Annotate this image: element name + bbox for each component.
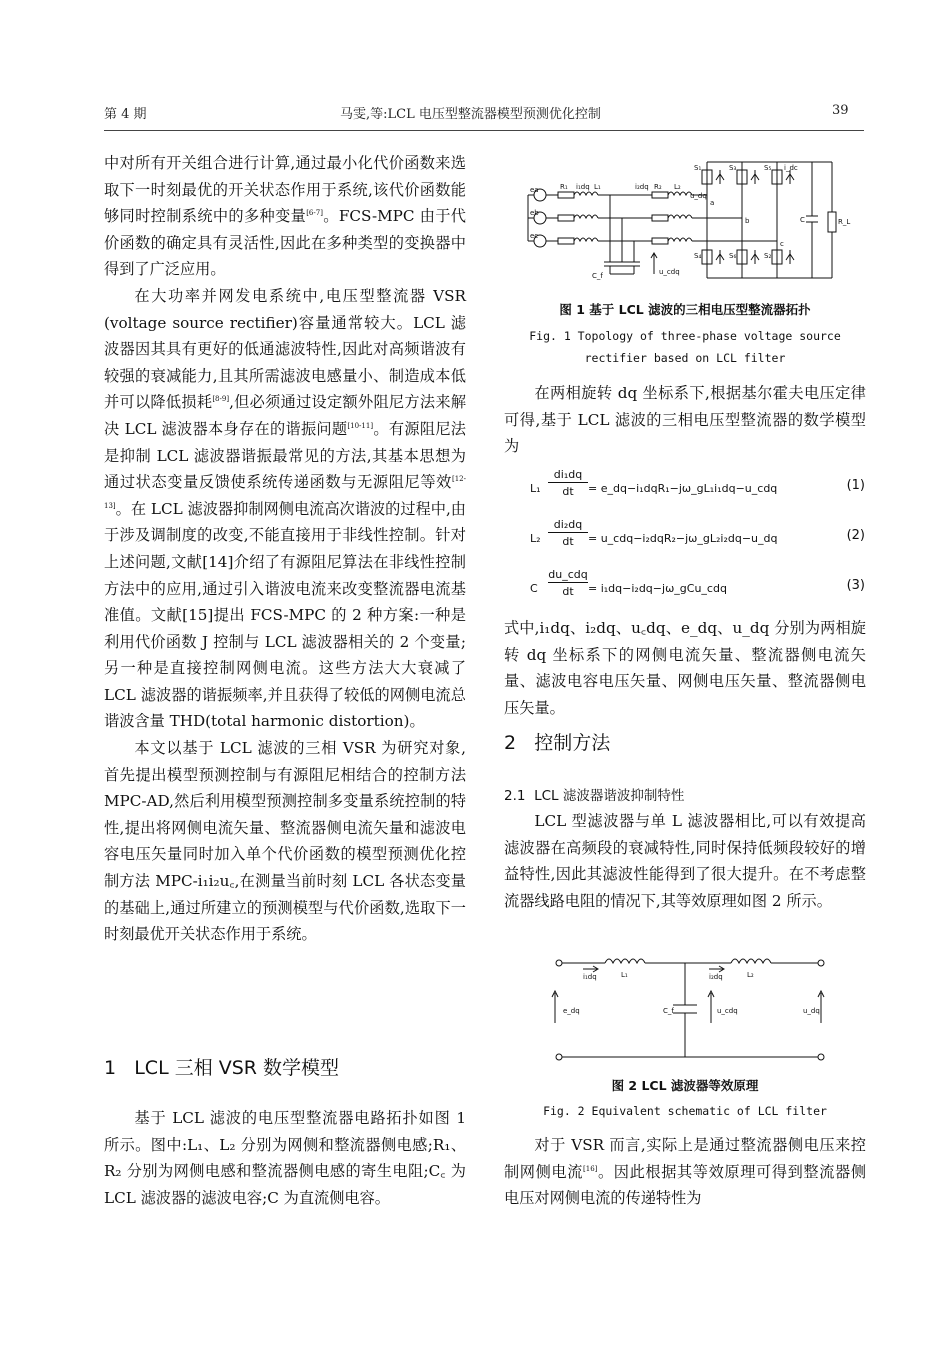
section-1-heading: 1 LCL 三相 VSR 数学模型 — [104, 1057, 340, 1079]
L2-inductor — [731, 959, 771, 963]
right-paragraph-5: 在两相旋转 dq 坐标系下,根据基尔霍夫电压定律可得,基于 LCL 滤波的三相电压型整流器的数学模型为 — [504, 384, 866, 456]
right-paragraph-7: LCL 型滤波器与单 L 滤波器相比,可以有效提高滤波器在高频段的衰减特性,同时保持低频段较好的增益特性,因此其滤波性能得到了很大提升。在不考虑整流器线路电阻的情况下,其等效原理如图 2 所示。 — [504, 812, 866, 910]
fig2-label-i2dq: i₂dq — [709, 973, 723, 981]
fig2-label-L1: L₁ — [621, 971, 628, 979]
label-R2: R₂ — [654, 183, 662, 191]
section-2-heading: 2 控制方法 — [504, 732, 611, 754]
page-number: 39 — [832, 103, 849, 118]
paragraph-1: 中对所有开关组合进行计算,通过最小化代价函数来选取下一时刻最优的开关状态作用于系统,该代价函数能够同时控制系统中的多种变量[6-7]。FCS-MPC 由于代价函数的确定具有灵活性,因此在多种类型的变换器中得到了广泛应用。 — [104, 154, 466, 279]
fig2-label-i1dq: i₁dq — [583, 973, 597, 981]
label-idc: i_dc — [784, 164, 798, 172]
figure-2-caption-en: Fig. 2 Equivalent schematic of LCL filter — [543, 1104, 827, 1118]
fig2-label-L2: L₂ — [747, 971, 754, 979]
label-L1: L₁ — [594, 183, 601, 191]
L1-a — [574, 192, 598, 195]
label-S2: S₂ — [764, 252, 772, 260]
right-paragraph-6: 式中,i₁dq、i₂dq、u꜀dq、e_dq、u_dq 分别为两相旋转 dq 坐标系下的网侧电流矢量、整流器侧电流矢量、滤波电容电压矢量、网侧电压矢量、整流器侧电压矢量。 — [504, 619, 866, 717]
figure-1-caption-cn: 图 1 基于 LCL 滤波的三相电压型整流器拓扑 — [559, 302, 811, 317]
label-a: a — [710, 199, 715, 207]
issue-number: 第 4 期 — [104, 107, 147, 122]
label-i2dq: i₂dq — [635, 183, 649, 191]
label-S6: S₆ — [729, 252, 737, 260]
label-S1: S₁ — [694, 164, 702, 172]
paragraph-3: 本文以基于 LCL 滤波的三相 VSR 为研究对象,首先提出模型预测控制与有源阻尼相结合的控制方法 MPC-AD,然后利用模型预测控制多变量系统控制的特性,提出将网侧电流矢量、整流器侧电流矢量和滤波电容电压矢量同时加入单个代价函数的模型预测优化控制方法 MPC-i₁i₂u꜀,在测量当前时刻 LCL 各状态变量的基础上,通过所建立的预测模型与代价函数,选取下一时刻最优开关状态作用于系统。 — [104, 739, 466, 944]
figure-1-caption-en: Fig. 1 Topology of three-phase voltage source rectifier based on LCL filter — [529, 329, 841, 365]
figure-1-circuit — [522, 150, 852, 288]
subsection-2-1-heading: 2.1 LCL 滤波器谐波抑制特性 — [504, 788, 685, 804]
label-b: b — [745, 217, 750, 225]
L1-inductor — [605, 959, 645, 963]
header-rule — [104, 130, 864, 131]
paragraph-2: 在大功率并网发电系统中,电压型整流器 VSR (voltage source rectifier)容量通常较大。LCL 滤波器因其具有更好的低通滤波特性,因此对高频谐波有较强的衰减能力,且其所需滤波电感量小、制造成本低并可以降低损耗[8-9],但必须通过设定额外阻尼方法来解决 LCL 滤波器本身存在的谐振问题[10-11]。有源阻尼法是抑制 LCL 滤波器谐振最常见的方法,其基本思想为通过状态变量反馈使系统传递函数与无源阻尼等效[12-13]。在 LCL 滤波器抑制网侧电流高次谐波的过程中,由于涉及调制度的改变,不能直接用于非线性控制。针对上述问题,文献[14]介绍了有源阻尼算法在非线性控制方法中的应用,通过引入谐波电流来改变整流器电流基准值。文献[15]提出 FCS-MPC 的 2 种方案:一种是利用代价函数 J 控制与 LCL 滤波器相关的 2 个变量;另一种是直接控制网侧电流。这些方法大大衰减了 LCL 滤波器的谐振频率,并且获得了较低的网侧电流总谐波含量 THD(total harmonic distortion)。 — [104, 286, 467, 731]
equation-2: L₂ $\frac{\text{di₂dq}}{dt}$ = u_cdq−i₂dqR₂−jω_gL₂i₂dq−u_dq (2) — [530, 518, 865, 548]
label-R1: R₁ — [560, 183, 568, 191]
figure-2-schematic — [545, 953, 835, 1065]
fig2-label-Cf: C_f — [663, 1007, 674, 1015]
label-S3: S₃ — [729, 164, 737, 172]
fig2-label-edq: e_dq — [563, 1007, 580, 1015]
right-paragraph-8: 对于 VSR 而言,实际上是通过整流器侧电压来控制网侧电流[16]。因此根据其等效原理可得到整流器侧电压对网侧电流的传递特性为 — [504, 1136, 867, 1208]
left-column-bottom — [104, 1105, 466, 1211]
label-L2: L₂ — [674, 183, 681, 191]
equation-1: L₁ $\frac{\text{di₁dq}}{dt}$ = e_dq−i₁dqR₁−jω_gL₁i₁dq−u_cdq (1) — [530, 468, 865, 498]
label-i1dq: i₁dq — [576, 183, 590, 191]
label-C: C — [800, 216, 805, 224]
label-eb: eb — [530, 209, 539, 217]
figure-2-caption-cn: 图 2 LCL 滤波器等效原理 — [611, 1078, 759, 1093]
label-S4: S₄ — [694, 252, 702, 260]
label-ea: ea — [530, 186, 539, 194]
label-udq: u_dq — [690, 192, 707, 200]
fig2-label-udq: u_dq — [803, 1007, 820, 1015]
label-ec: ec — [530, 232, 539, 240]
R1-a — [558, 192, 574, 198]
label-c: c — [780, 240, 784, 248]
label-ucdq: u_cdq — [659, 268, 680, 276]
label-Cf: C_f — [592, 272, 603, 280]
label-S5: S₅ — [764, 164, 772, 172]
paragraph-4: 基于 LCL 滤波的电压型整流器电路拓扑如图 1 所示。图中:L₁、L₂ 分别为网侧和整流器侧电感;R₁、R₂ 分别为网侧电感和整流器侧电感的寄生电阻;C꜀ 为 LCL 滤波器的滤波电容;C 为直流侧电容。 — [104, 1109, 466, 1207]
label-RL: R_L — [838, 218, 851, 226]
fig2-label-ucdq: u_cdq — [717, 1007, 738, 1015]
equation-3: C du_cdq dt = i₁dq−i₂dq−jω_gCu_cdq (3) — [530, 568, 865, 598]
left-column — [104, 150, 466, 948]
running-title: 马雯,等:LCL 电压型整流器模型预测优化控制 — [340, 107, 601, 122]
